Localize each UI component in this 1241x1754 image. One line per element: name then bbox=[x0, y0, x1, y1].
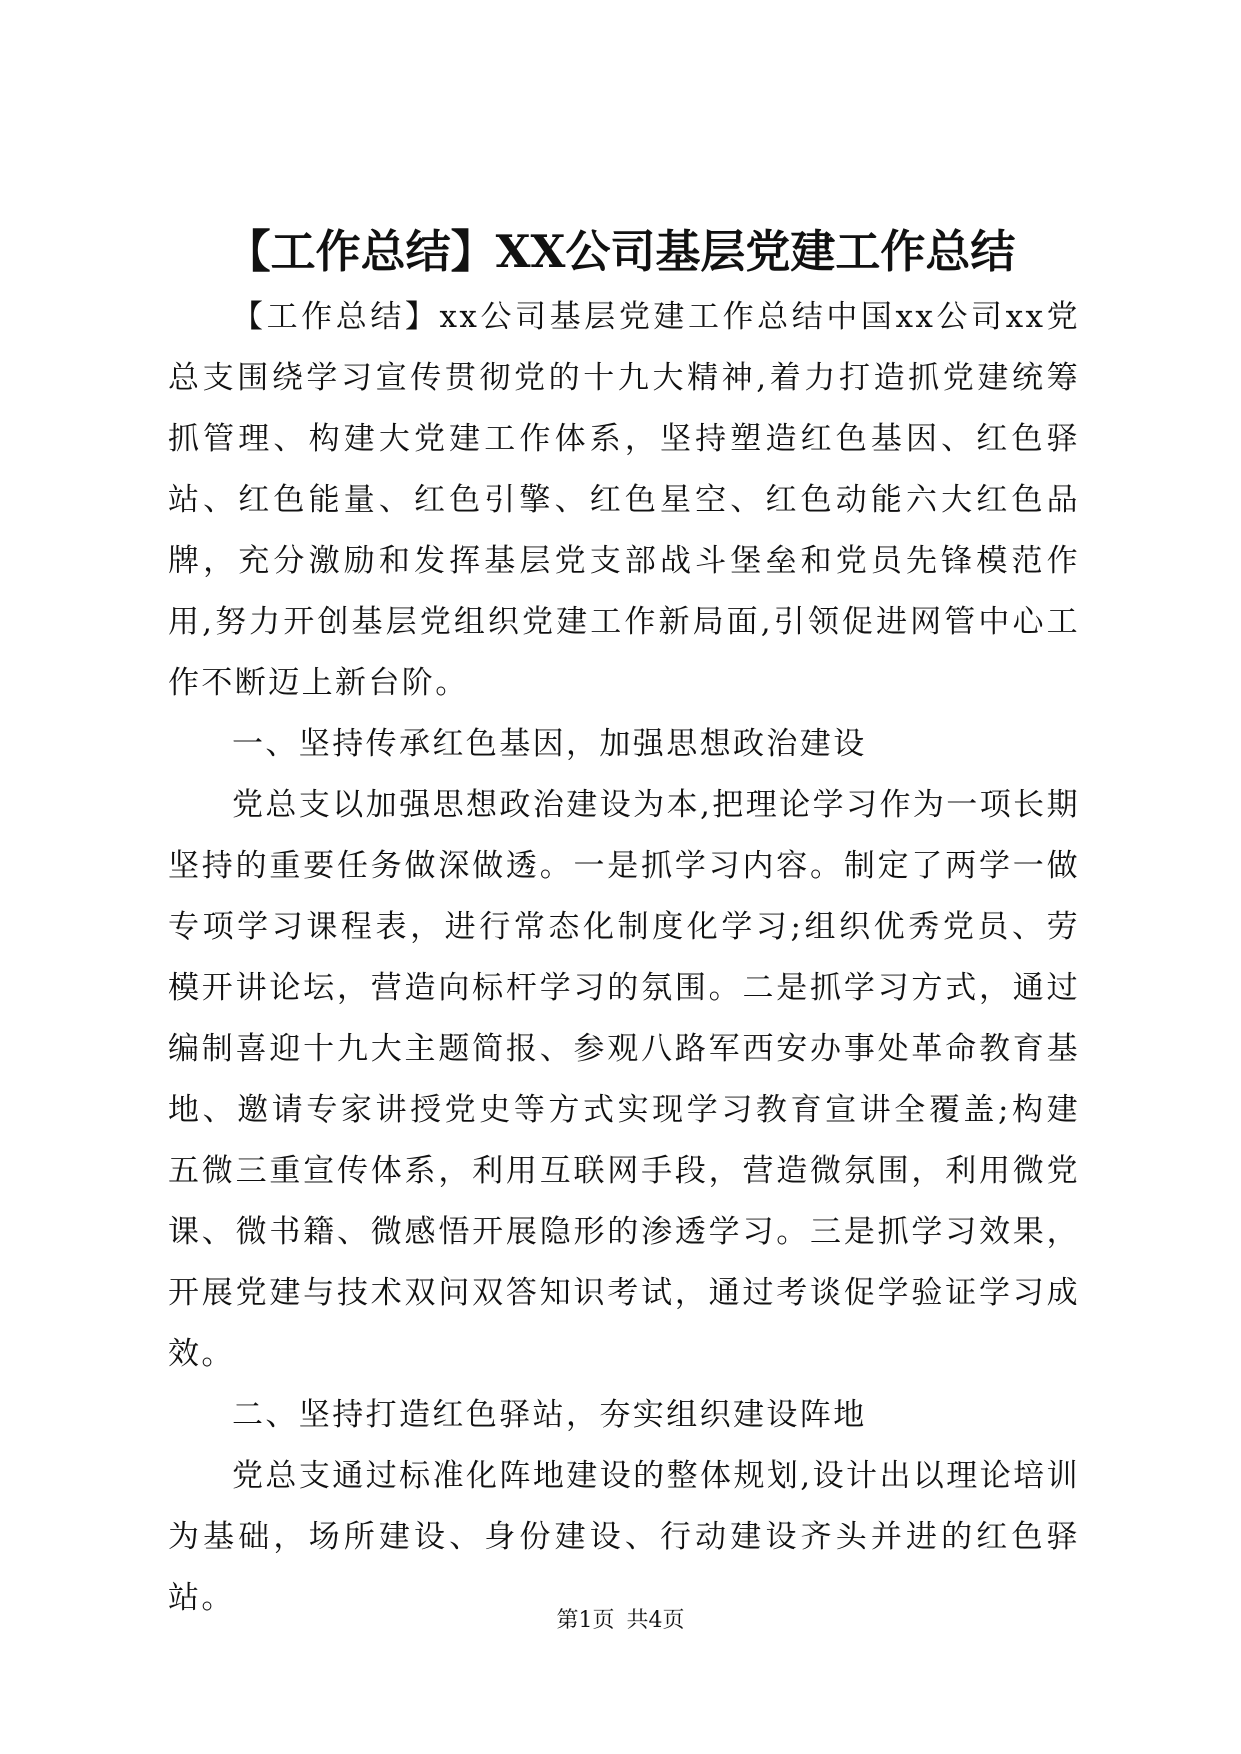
section-heading-1: 一、坚持传承红色基因，加强思想政治建设 bbox=[232, 726, 867, 762]
paragraph-section-2: 党总支通过标准化阵地建设的整体规划,设计出以理论培训为基础，场所建设、身份建设、行动建设齐头并进的红色驿站。 bbox=[168, 1458, 1080, 1616]
section-heading-2: 二、坚持打造红色驿站，夯实组织建设阵地 bbox=[232, 1397, 867, 1433]
document-title: 【工作总结】XX公司基层党建工作总结 bbox=[225, 225, 1016, 278]
document-body bbox=[168, 287, 1080, 1629]
paragraph-section-1: 党总支以加强思想政治建设为本,把理论学习作为一项长期坚持的重要任务做深做透。一是抓学习内容。制定了两学一做专项学习课程表，进行常态化制度化学习;组织优秀党员、劳模开讲论坛，营造向标杆学习的氛围。二是抓学习方式，通过编制喜迎十九大主题简报、参观八路军西安办事处革命教育基地、邀请专家讲授党史等方式实现学习教育宣讲全覆盖;构建五微三重宣传体系，利用互联网手段，营造微氛围，利用微党课、微书籍、微感悟开展隐形的渗透学习。三是抓学习效果，开展党建与技术双问双答知识考试，通过考谈促学验证学习成效。 bbox=[168, 787, 1080, 1372]
page-footer bbox=[0, 1606, 1241, 1636]
page-number-total: 共4页 bbox=[626, 1608, 685, 1633]
paragraph-intro: 【工作总结】xx公司基层党建工作总结中国xx公司xx党总支围绕学习宣传贯彻党的十九大精神,着力打造抓党建统筹抓管理、构建大党建工作体系，坚持塑造红色基因、红色驿站、红色能量、红色引擎、红色星空、红色动能六大红色品牌，充分激励和发挥基层党支部战斗堡垒和党员先锋模范作用,努力开创基层党组织党建工作新局面,引领促进网管中心工作不断迈上新台阶。 bbox=[168, 299, 1080, 701]
page-number-current: 第1页 bbox=[556, 1608, 615, 1633]
